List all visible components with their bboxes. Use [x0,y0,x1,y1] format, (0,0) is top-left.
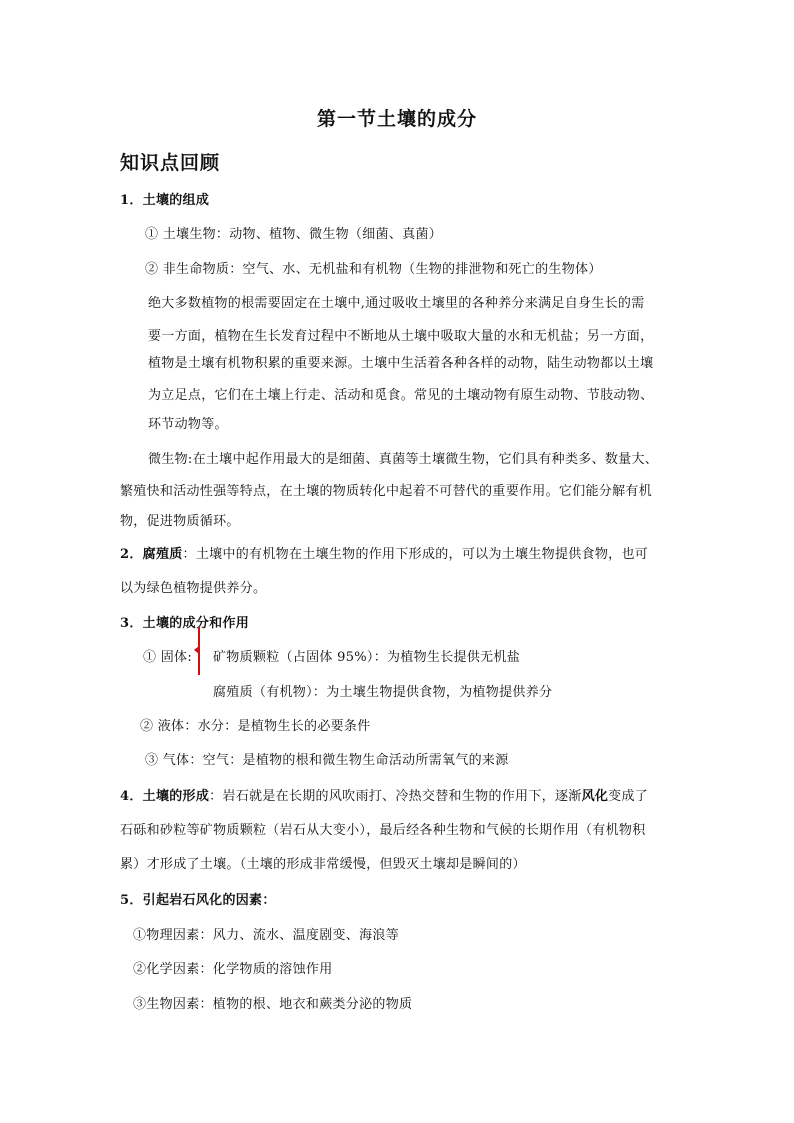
section-4-line-2: 石砾和砂粒等矿物质颗粒（岩石从大变小），最后经各种生物和气候的长期作用（有机物积 [120,823,646,838]
section-3-solid-label: ① 固体: [143,650,193,665]
paragraph-1-line-2: 要一方面，植物在生长发育过程中不断地从土壤中吸取大量的水和无机盐；另一方面， [148,329,654,344]
paragraph-2-line-2: 繁殖快和活动性强等特点，在土壤的物质转化中起着不可替代的重要作用。它们能分解有机 [120,484,653,499]
section-4-text-c: 变成了 [608,789,649,804]
section-3-humus: 腐殖质（有机物）：为土壤生物提供食物，为植物提供养分 [213,685,553,700]
section-3-gas: ③ 气体：空气：是植物的根和微生物生命活动所需氧气的来源 [145,753,509,768]
review-heading: 知识点回顾 [120,152,221,174]
section-2-line-2: 以为绿色植物提供养分。 [120,581,267,596]
paragraph-1-line-3: 植物是土壤有机物积累的重要来源。土壤中生活着各种各样的动物，陆生动物都以土壤 [148,356,654,371]
page-title: 第一节土壤的成分 [316,108,477,130]
section-4-heading: 4．土壤的形成 [120,789,210,804]
section-3-heading: 3．土壤的成分和作用 [120,616,250,631]
brace-bracket-tip [194,646,199,654]
section-4-text-a: ：岩石就是在长期的风吹雨打、冷热交替和生物的作用下，逐渐 [209,789,582,804]
section-5-item-2: ②化学因素：化学物质的溶蚀作用 [133,962,333,977]
section-4-weathering: 风化 [581,789,609,804]
section-4-line-1 [120,785,648,804]
paragraph-2-line-1: 微生物:在土壤中起作用最大的是细菌、真菌等土壤微生物，它们具有种类多、数量大、 [148,452,659,467]
paragraph-2-line-3: 物，促进物质循环。 [120,514,240,529]
section-3-liquid: ② 液体：水分：是植物生长的必要条件 [140,719,371,734]
section-2-line-1 [120,543,648,562]
section-3-mineral: 矿物质颗粒（占固体 95%）：为植物生长提供无机盐 [213,650,521,665]
section-1-heading: 1．土壤的组成 [120,193,210,208]
section-5-heading: 5．引起岩石风化的因素： [120,893,276,908]
brace-bracket [198,627,206,675]
section-5-item-1: ①物理因素：风力、流水、温度剧变、海浪等 [133,928,400,943]
section-1-item-2: ② 非生命物质：空气、水、无机盐和有机物（生物的排泄物和死亡的生物体） [145,262,602,277]
paragraph-1-line-1: 绝大多数植物的根需要固定在土壤中,通过吸收土壤里的各种养分来满足自身生长的需 [148,296,645,311]
section-4-line-3: 累）才形成了土壤。（土壤的形成非常缓慢，但毁灭土壤却是瞬间的） [120,857,526,872]
paragraph-1-line-4: 为立足点，它们在土壤上行走、活动和觅食。常见的土壤动物有原生动物、节肢动物、 [148,388,654,403]
section-2-text: ：土壤中的有机物在土壤生物的作用下形成的，可以为土壤生物提供食物，也可 [182,547,649,562]
section-5-item-3: ③生物因素：植物的根、地衣和蕨类分泌的物质 [133,997,413,1012]
paragraph-1-line-5: 环节动物等。 [148,417,228,432]
section-1-item-1: ① 土壤生物：动物、植物、微生物（细菌、真菌） [145,227,443,242]
section-2-heading: 2．腐殖质 [120,547,183,562]
